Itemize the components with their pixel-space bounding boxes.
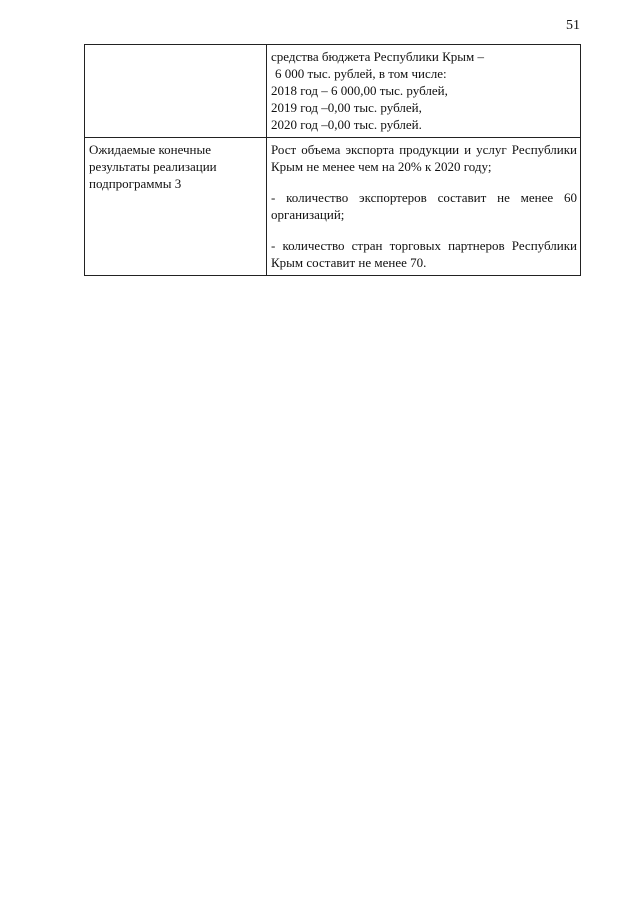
program-table bbox=[84, 44, 581, 276]
funding-line: 2020 год –0,00 тыс. рублей. bbox=[271, 117, 422, 132]
table-cell-results bbox=[267, 138, 581, 276]
table-cell-label bbox=[85, 45, 267, 138]
label-line: результаты реализации bbox=[89, 159, 217, 174]
result-paragraph: - количество экспортеров составит не менее 60 организаций; bbox=[271, 190, 577, 222]
page-number: 51 bbox=[566, 18, 580, 33]
funding-line: 2019 год –0,00 тыс. рублей, bbox=[271, 100, 422, 115]
table-cell-label bbox=[85, 138, 267, 276]
table-cell-funding bbox=[267, 45, 581, 138]
result-paragraph: Рост объема экспорта продукции и услуг Республики Крым не менее чем на 20% к 2020 году; bbox=[271, 142, 577, 174]
funding-line: 2018 год – 6 000,00 тыс. рублей, bbox=[271, 83, 448, 98]
label-line: Ожидаемые конечные bbox=[89, 142, 212, 157]
table-row bbox=[85, 138, 581, 276]
table-row bbox=[85, 45, 581, 138]
funding-line: 6 000 тыс. рублей, в том числе: bbox=[275, 66, 447, 81]
label-line: подпрограммы 3 bbox=[89, 176, 182, 191]
result-paragraph: - количество стран торговых партнеров Республики Крым составит не менее 70. bbox=[271, 238, 577, 270]
funding-line: средства бюджета Республики Крым – bbox=[271, 49, 484, 64]
